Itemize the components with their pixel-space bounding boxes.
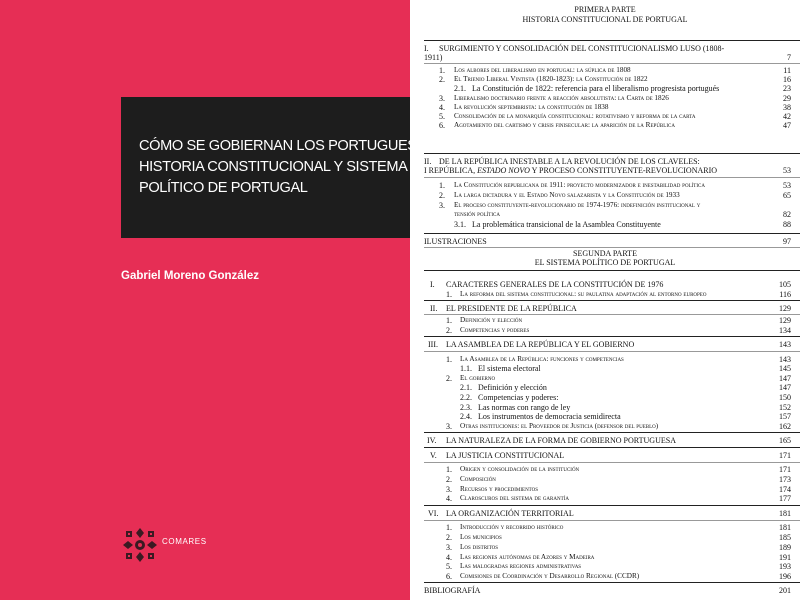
- divider: [424, 336, 800, 337]
- toc-chapter-title-italic: ESTADO NOVO: [477, 166, 530, 175]
- toc-item-text: Liberalismo doctrinario frente a reacción absolutista: la Carta de 1826: [454, 94, 669, 102]
- toc-chapter-num: IV.: [427, 436, 437, 445]
- toc-chapter-title: LA JUSTICIA CONSTITUCIONAL: [446, 451, 565, 460]
- divider: [424, 432, 800, 433]
- toc-chapter-title: LA ASAMBLEA DE LA REPÚBLICA Y EL GOBIERNO: [446, 340, 635, 349]
- toc-item-num: 6.: [439, 121, 445, 130]
- toc-page: 129: [779, 304, 791, 313]
- toc-page: 152: [779, 403, 791, 412]
- toc-item-text-cont: tensión política: [454, 210, 500, 218]
- toc-subitem-text: La Constitución de 1822: referencia para el liberalismo progresista portugués: [472, 84, 720, 93]
- divider: [424, 233, 800, 234]
- toc-chapter-num: II.: [430, 304, 438, 313]
- toc-page: 53: [783, 166, 791, 175]
- toc-page: 173: [779, 475, 791, 484]
- part-2-label: SEGUNDA PARTE: [573, 249, 637, 258]
- divider: [424, 153, 800, 154]
- toc-item-num: 4.: [439, 103, 445, 112]
- toc-bibliography: BIBLIOGRAFÍA: [424, 586, 481, 595]
- toc-chapter-title: LA ORGANIZACIÓN TERRITORIAL: [446, 509, 574, 518]
- toc-item-text: El proceso constituyente-revolucionario de 1974-1976: indefinición institucional y: [454, 201, 701, 209]
- toc-item-text: Composición: [460, 475, 496, 483]
- toc-item-num: 3.: [446, 422, 452, 431]
- toc-page: 129: [779, 316, 791, 325]
- toc-subitem-text: Competencias y poderes:: [478, 393, 559, 402]
- toc-item-text: Claroscuros del sistema de garantía: [460, 494, 569, 502]
- toc-page: 16: [783, 75, 791, 84]
- toc-subitem-num: 1.1.: [460, 364, 472, 373]
- toc-item-num: 2.: [446, 374, 452, 383]
- toc-item-text: El gobierno: [460, 374, 496, 382]
- toc-page: 29: [783, 94, 791, 103]
- toc-page: 162: [779, 422, 791, 431]
- toc-page: 145: [779, 364, 791, 373]
- part-2-title: EL SISTEMA POLÍTICO DE PORTUGAL: [534, 258, 676, 267]
- toc-item-num: 5.: [446, 562, 452, 571]
- toc-illustrations: ILUSTRACIONES: [424, 237, 487, 246]
- toc-chapter-title: DE LA REPÚBLICA INESTABLE A LA REVOLUCIÓN DE LOS CLAVELES:: [439, 157, 700, 166]
- toc-chapter-title-cont: 1911): [424, 53, 443, 62]
- toc-subitem-num: 2.1.: [460, 383, 472, 392]
- divider: [424, 270, 800, 271]
- toc-item-num: 1.: [446, 355, 452, 364]
- cover-title-line-2: HISTORIA CONSTITUCIONAL Y SISTEMA: [139, 159, 408, 175]
- divider: [424, 300, 800, 301]
- toc-page: 171: [779, 451, 791, 460]
- toc-page: 88: [783, 220, 791, 229]
- toc-page: 143: [779, 355, 791, 364]
- toc-page: 97: [783, 237, 791, 246]
- toc-chapter-num: III.: [428, 340, 438, 349]
- toc-item-num: 1.: [446, 465, 452, 474]
- toc-subitem-num: 3.1.: [454, 220, 466, 229]
- toc-chapter-num: VI.: [428, 509, 439, 518]
- divider: [424, 582, 800, 583]
- toc-page: 65: [783, 191, 791, 200]
- toc-item-text: La Constitución republicana de 1911: proyecto modernizador e inestabilidad política: [454, 181, 705, 189]
- divider: [424, 447, 800, 448]
- toc-page: 196: [779, 572, 791, 581]
- divider: [424, 247, 800, 248]
- toc-chapter-num: I.: [430, 280, 435, 289]
- cover-publisher: COMARES: [162, 537, 207, 546]
- toc-item-text: Origen y consolidación de la institución: [460, 465, 580, 473]
- toc-item-text: La Asamblea de la República: funciones y competencias: [460, 355, 624, 363]
- toc-page: 82: [783, 210, 791, 219]
- toc-item-text: Agotamiento del cartismo y crisis finisecular: la aparición de la República: [454, 121, 675, 129]
- toc-item-num: 1.: [446, 523, 452, 532]
- toc-item-text: Definición y elección: [460, 316, 523, 324]
- toc-item-text: Los municipios: [460, 533, 502, 541]
- toc-chapter-num: V.: [430, 451, 437, 460]
- toc-item-num: 2.: [446, 533, 452, 542]
- toc-chapter-title: LA NATURALEZA DE LA FORMA DE GOBIERNO PORTUGUESA: [446, 436, 676, 445]
- toc-page: 201: [779, 586, 791, 595]
- divider: [424, 520, 800, 521]
- toc-item-text: La reforma del sistema constitucional: su paulatina adaptación al entorno europeo: [460, 290, 707, 298]
- toc-chapter-num: I.: [424, 44, 429, 53]
- toc-item-text: Competencias y poderes: [460, 326, 530, 334]
- toc-item-num: 4.: [446, 494, 452, 503]
- toc-chapter-title: SURGIMIENTO Y CONSOLIDACIÓN DEL CONSTITUCIONALISMO LUSO (1808-: [439, 44, 725, 53]
- divider: [424, 314, 800, 315]
- divider: [424, 462, 800, 463]
- toc-item-text: Otras instituciones: el Proveedor de Justicia (defensor del pueblo): [460, 422, 659, 430]
- toc-page: 174: [779, 485, 791, 494]
- toc-page: 147: [779, 383, 791, 392]
- toc-subitem-num: 2.4.: [460, 412, 472, 421]
- toc-item-num: 3.: [446, 543, 452, 552]
- toc-page: 105: [779, 280, 791, 289]
- toc-page: 23: [783, 84, 791, 93]
- toc-item-num: 3.: [439, 201, 445, 210]
- toc-subitem-text: La problemática transicional de la Asamblea Constituyente: [472, 220, 661, 229]
- divider: [424, 63, 800, 64]
- toc-page: 171: [779, 465, 791, 474]
- cover-title-line-3: POLÍTICO DE PORTUGAL: [139, 180, 308, 196]
- toc-item-text: La revolución septembrista: la constitución de 1838: [454, 103, 609, 111]
- toc-page: 47: [783, 121, 791, 130]
- toc-chapter-num: II.: [424, 157, 432, 166]
- toc-item-text: El Trienio Liberal Vintista (1820-1823): la Constitución de 1822: [454, 75, 648, 83]
- toc-item-text: La larga dictadura y el Estado Novo salazarista y la Constitución de 1933: [454, 191, 680, 199]
- part-1-label: PRIMERA PARTE: [574, 5, 636, 14]
- toc-page: 38: [783, 103, 791, 112]
- toc-chapter-title: EL PRESIDENTE DE LA REPÚBLICA: [446, 304, 577, 313]
- cover-title-line-1: CÓMO SE GOBIERNAN LOS PORTUGUESES.: [139, 138, 439, 154]
- toc-page: 11: [783, 66, 791, 75]
- toc-item-num: 5.: [439, 112, 445, 121]
- toc-item-text: Comisiones de Coordinación y Desarrollo Regional (CCDR): [460, 572, 640, 580]
- table-of-contents: [410, 0, 800, 600]
- toc-item-text: Las malogradas regiones administrativas: [460, 562, 582, 570]
- toc-item-num: 2.: [446, 326, 452, 335]
- toc-item-num: 1.: [439, 66, 445, 75]
- toc-subitem-text: Las normas con rango de ley: [478, 403, 571, 412]
- divider: [424, 177, 800, 178]
- toc-subitem-text: Los instrumentos de democracia semidirecta: [478, 412, 621, 421]
- toc-item-num: 2.: [439, 191, 445, 200]
- divider: [424, 505, 800, 506]
- toc-page: 150: [779, 393, 791, 402]
- toc-page: 53: [783, 181, 791, 190]
- toc-item-num: 1.: [439, 181, 445, 190]
- toc-page: 181: [779, 509, 791, 518]
- toc-item-num: 2.: [446, 475, 452, 484]
- toc-subitem-num: 2.2.: [460, 393, 472, 402]
- toc-item-num: 4.: [446, 553, 452, 562]
- toc-page: 189: [779, 543, 791, 552]
- toc-item-num: 1.: [446, 316, 452, 325]
- toc-item-text: Recursos y procedimientos: [460, 485, 539, 493]
- toc-page: 147: [779, 374, 791, 383]
- toc-item-text: Los albores del liberalismo en portugal: la súplica de 1808: [454, 66, 631, 74]
- toc-page: 42: [783, 112, 791, 121]
- toc-item-num: 3.: [439, 94, 445, 103]
- toc-subitem-num: 2.1.: [454, 84, 466, 93]
- toc-subitem-text: El sistema electoral: [478, 364, 541, 373]
- toc-item-num: 1.: [446, 290, 452, 299]
- toc-page: 177: [779, 494, 791, 503]
- cover-author: Gabriel Moreno González: [121, 270, 260, 282]
- toc-subitem-num: 2.3.: [460, 403, 472, 412]
- toc-item-text: Las regiones autónomas de Azores y Madeira: [460, 553, 595, 561]
- toc-page: 7: [787, 53, 791, 62]
- comares-logo-icon: [122, 527, 158, 563]
- toc-chapter-title: CARACTERES GENERALES DE LA CONSTITUCIÓN DE 1976: [446, 280, 664, 289]
- toc-item-text: Los distritos: [460, 543, 499, 551]
- toc-page: 165: [779, 436, 791, 445]
- toc-page: 193: [779, 562, 791, 571]
- toc-item-num: 6.: [446, 572, 452, 581]
- toc-page: 134: [779, 326, 791, 335]
- toc-item-num: 2.: [439, 75, 445, 84]
- toc-chapter-title-part: Y PROCESO CONSTITUYENTE-REVOLUCIONARIO: [529, 166, 718, 175]
- toc-page: 157: [779, 412, 791, 421]
- toc-page: 185: [779, 533, 791, 542]
- toc-subitem-text: Definición y elección: [478, 383, 547, 392]
- toc-chapter-title-cont: [424, 166, 717, 175]
- divider: [424, 40, 800, 41]
- part-1-title: HISTORIA CONSTITUCIONAL DE PORTUGAL: [522, 15, 688, 24]
- toc-item-text: Consolidación de la monarquía constitucional: rotativismo y reforma de la carta: [454, 112, 696, 120]
- toc-page: 191: [779, 553, 791, 562]
- toc-item-num: 3.: [446, 485, 452, 494]
- toc-page: 143: [779, 340, 791, 349]
- toc-chapter-title-part: I REPÚBLICA,: [424, 166, 478, 175]
- divider: [424, 351, 800, 352]
- toc-page: 181: [779, 523, 791, 532]
- toc-item-text: Introducción y recorrido histórico: [460, 523, 564, 531]
- toc-page: 116: [779, 290, 791, 299]
